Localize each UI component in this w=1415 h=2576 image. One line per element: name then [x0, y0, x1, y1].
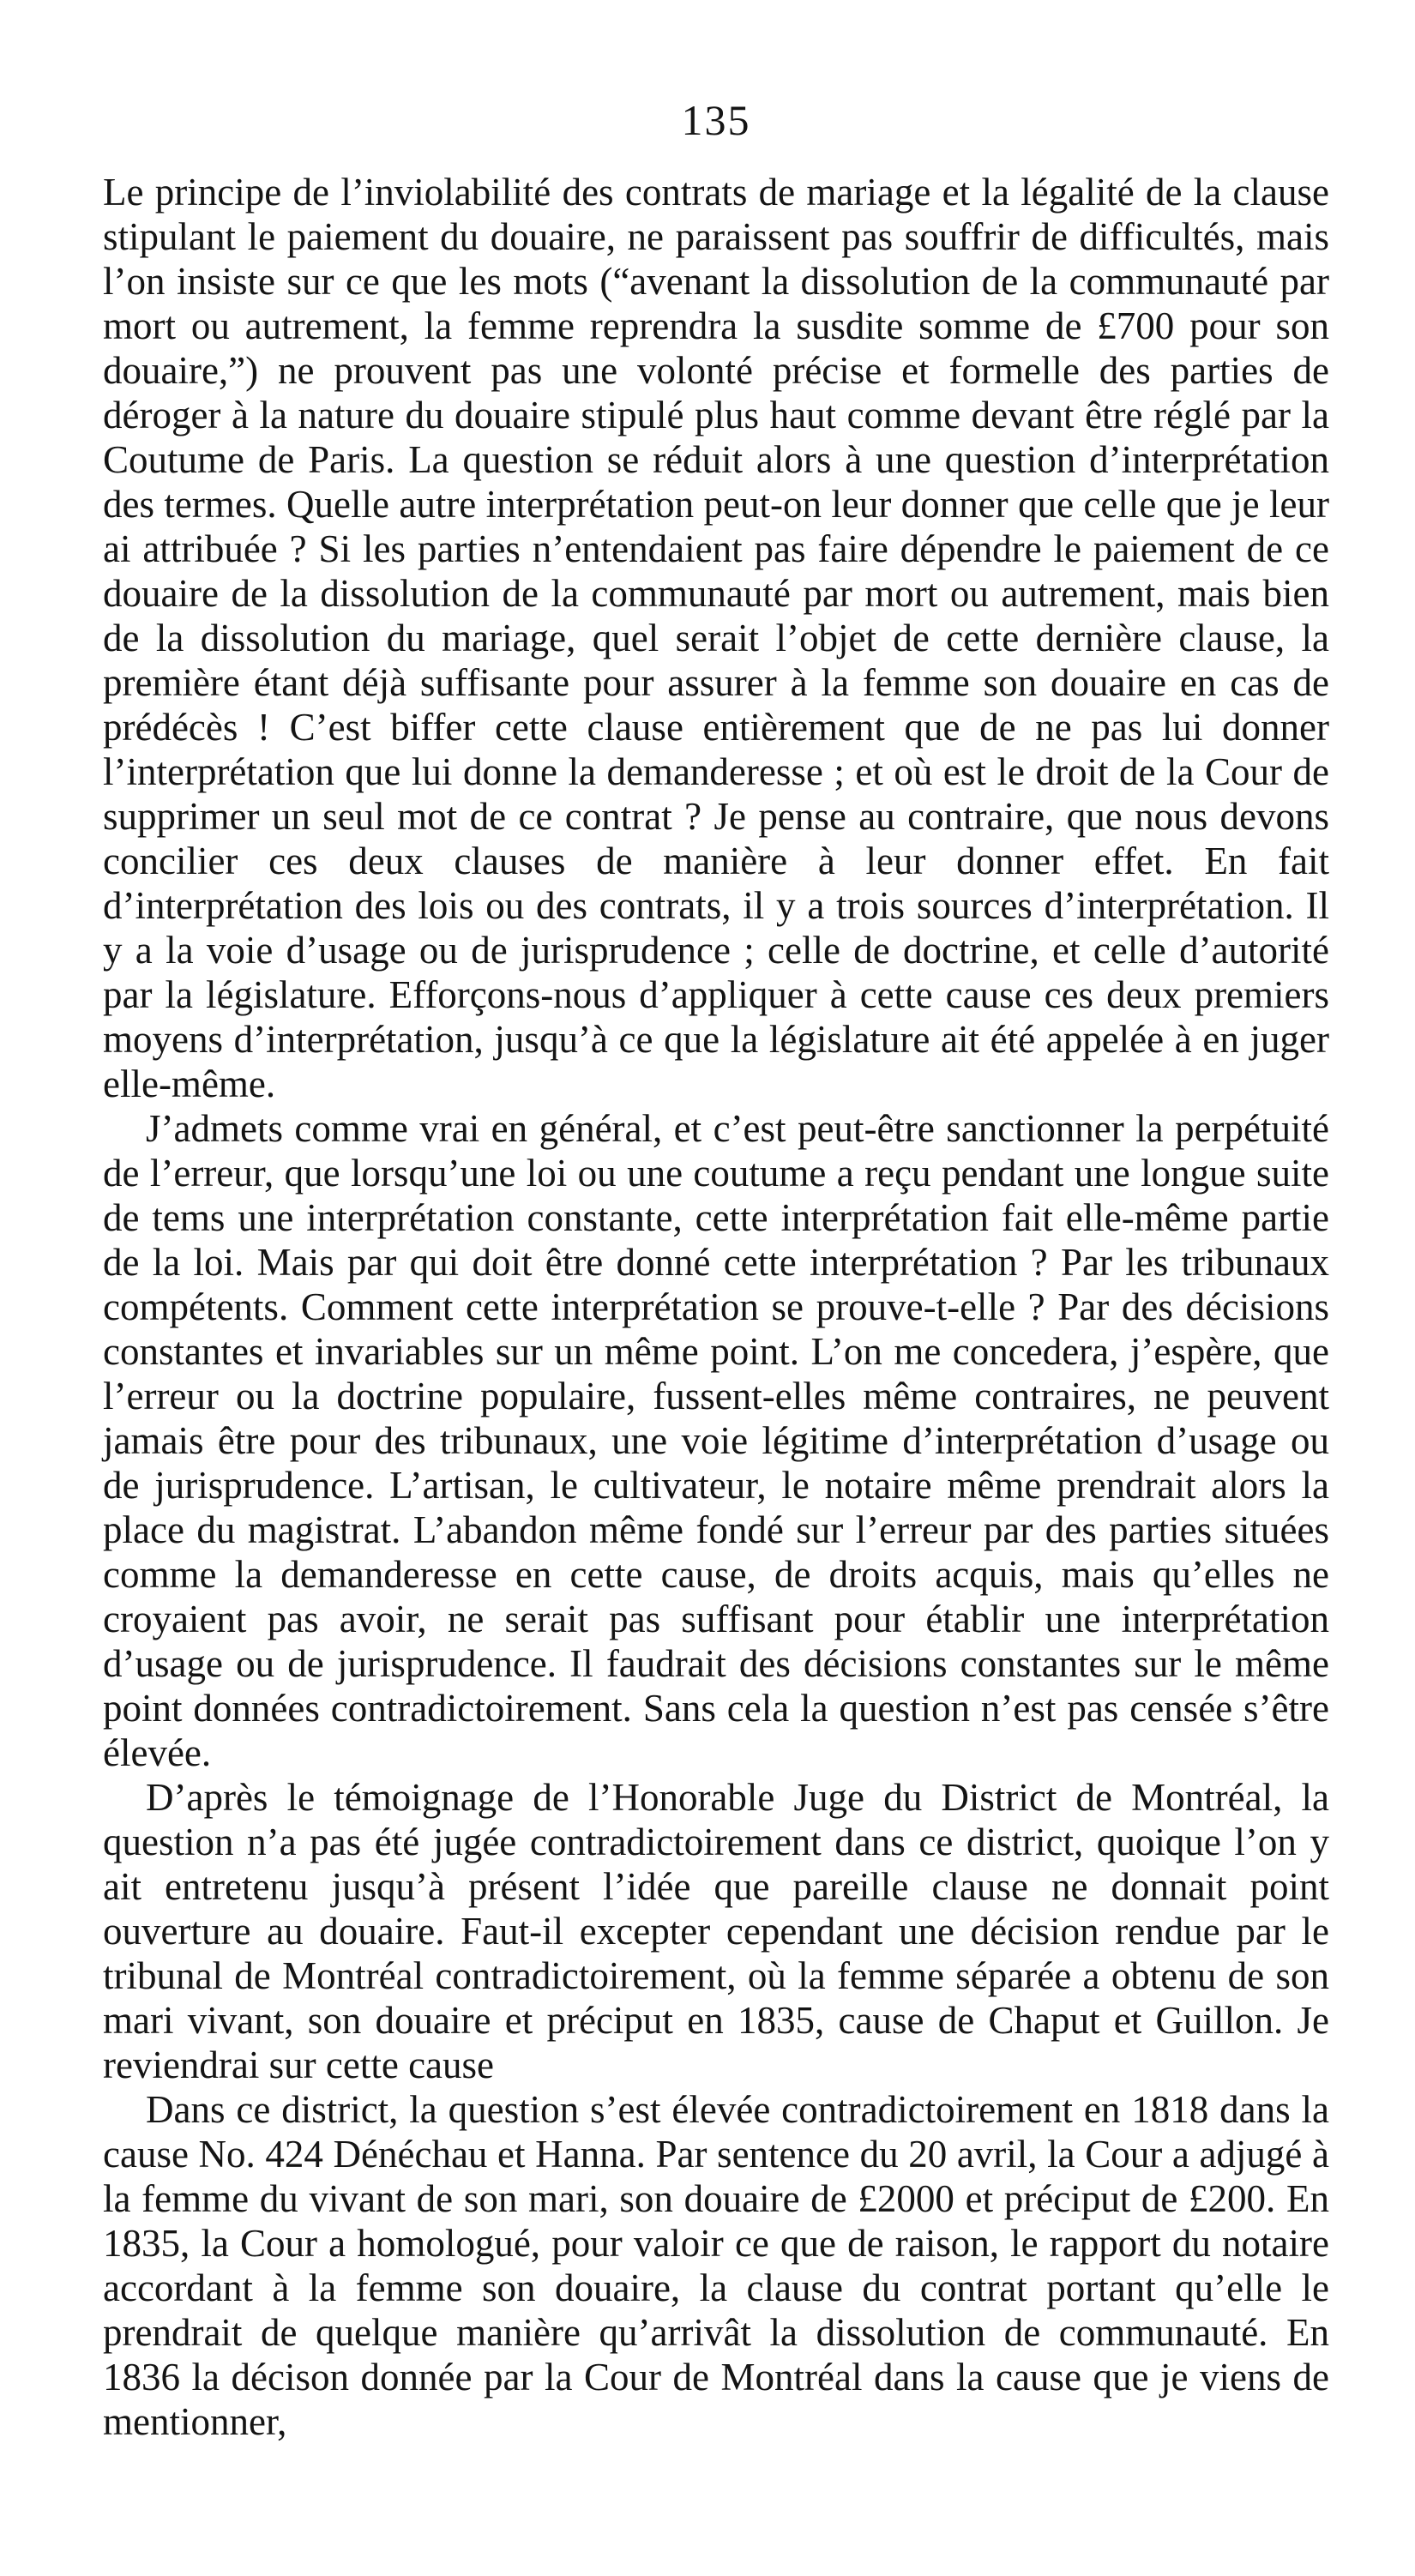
paragraph-jurisprudence: J’admets comme vrai en général, et c’est peut-être sanctionner la perpétuité de l’erreur, que lorsqu’une loi ou une coutume a reçu pendant une longue suite de tems une interprétation constante, cette interprétation fait elle-même partie de la loi. Mais par qui doit être donné cette interprétation ? Par les tribunaux compétents. Comment cette interprétation se prouve-t-elle ? Par des décisions constantes et invariables sur un même point. L’on me concedera, j’espère, que l’erreur ou la doctrine populaire, fussent-elles même contraires, ne peuvent jamais être pour des tribunaux, une voie légitime d’interprétation d’usage ou de jurisprudence. L’artisan, le cultivateur, le notaire même prendrait alors la place du magistrat. L’abandon même fondé sur l’erreur par des parties situées comme la demanderesse en cette cause, de droits acquis, mais qu’elles ne croyaient pas avoir, ne serait pas suffisant pour établir une interprétation d’usage ou de jurisprudence. Il faudrait des décisions constantes sur le même point données contradictoirement. Sans cela la question n’est pas censée s’être élevée.: [103, 1107, 1329, 1774]
paragraph-interpretation: Le principe de l’inviolabilité des contrats de mariage et la légalité de la clause stipulant le paiement du douaire, ne paraissent pas souffrir de difficultés, mais l’on insiste sur ce que les mots (“avenant la dissolution de la communauté par mort ou autrement, la femme reprendra la susdite somme de £700 pour son douaire,”) ne prouvent pas une volonté précise et formelle des parties de déroger à la nature du douaire stipulé plus haut comme devant être réglé par la Coutume de Paris. La question se réduit alors à une question d’interprétation des termes. Quelle autre interprétation peut-on leur donner que celle que je leur ai attribuée ? Si les parties n’entendaient pas faire dépendre le paiement de ce douaire de la dissolution de la communauté par mort ou autrement, mais bien de la dissolution du mariage, quel serait l’objet de cette dernière clause, la première étant déjà suffisante pour assurer à la femme son douaire en cas de prédécès ! C’est biffer cette clause entièrement que de ne pas lui donner l’interprétation que lui donne la demanderesse ; et où est le droit de la Cour de supprimer un seul mot de ce contrat ? Je pense au contraire, que nous devons concilier ces deux clauses de manière à leur donner effet. En fait d’interprétation des lois ou des contrats, il y a trois sources d’interprétation. Il y a la voie d’usage ou de jurisprudence ; celle de doctrine, et celle d’autorité par la législature. Efforçons-nous d’appliquer à cette cause ces deux premiers moyens d’interprétation, jusqu’à ce que la législature ait été appelée à en juger elle-même.: [103, 171, 1329, 1105]
page-number: 135: [681, 96, 751, 144]
book-page: [103, 94, 1329, 2444]
paragraph-montreal-district: D’après le témoignage de l’Honorable Juge du District de Montréal, la question n’a pas été jugée contradictoirement dans ce district, quoique l’on y ait entretenu jusqu’à présent l’idée que pareille clause ne donnait point ouverture au douaire. Faut-il excepter cependant une décision rendue par le tribunal de Montréal contradictoirement, où la femme séparée a obtenu de son mari vivant, son douaire et préciput en 1835, cause de Chaput et Guillon. Je reviendrai sur cette cause: [103, 1776, 1329, 2086]
paragraph-this-district: Dans ce district, la question s’est élevée contradictoirement en 1818 dans la cause No. 424 Dénéchau et Hanna. Par sentence du 20 avril, la Cour a adjugé à la femme du vivant de son mari, son douaire de £2000 et préciput de £200. En 1835, la Cour a homologué, pour valoir ce que de raison, le rapport du notaire accordant à la femme son douaire, la clause du contrat portant qu’elle le prendrait de quelque manière qu’arrivât la dissolution de communauté. En 1836 la décison donnée par la Cour de Montréal dans la cause que je viens de mentionner,: [103, 2088, 1329, 2443]
